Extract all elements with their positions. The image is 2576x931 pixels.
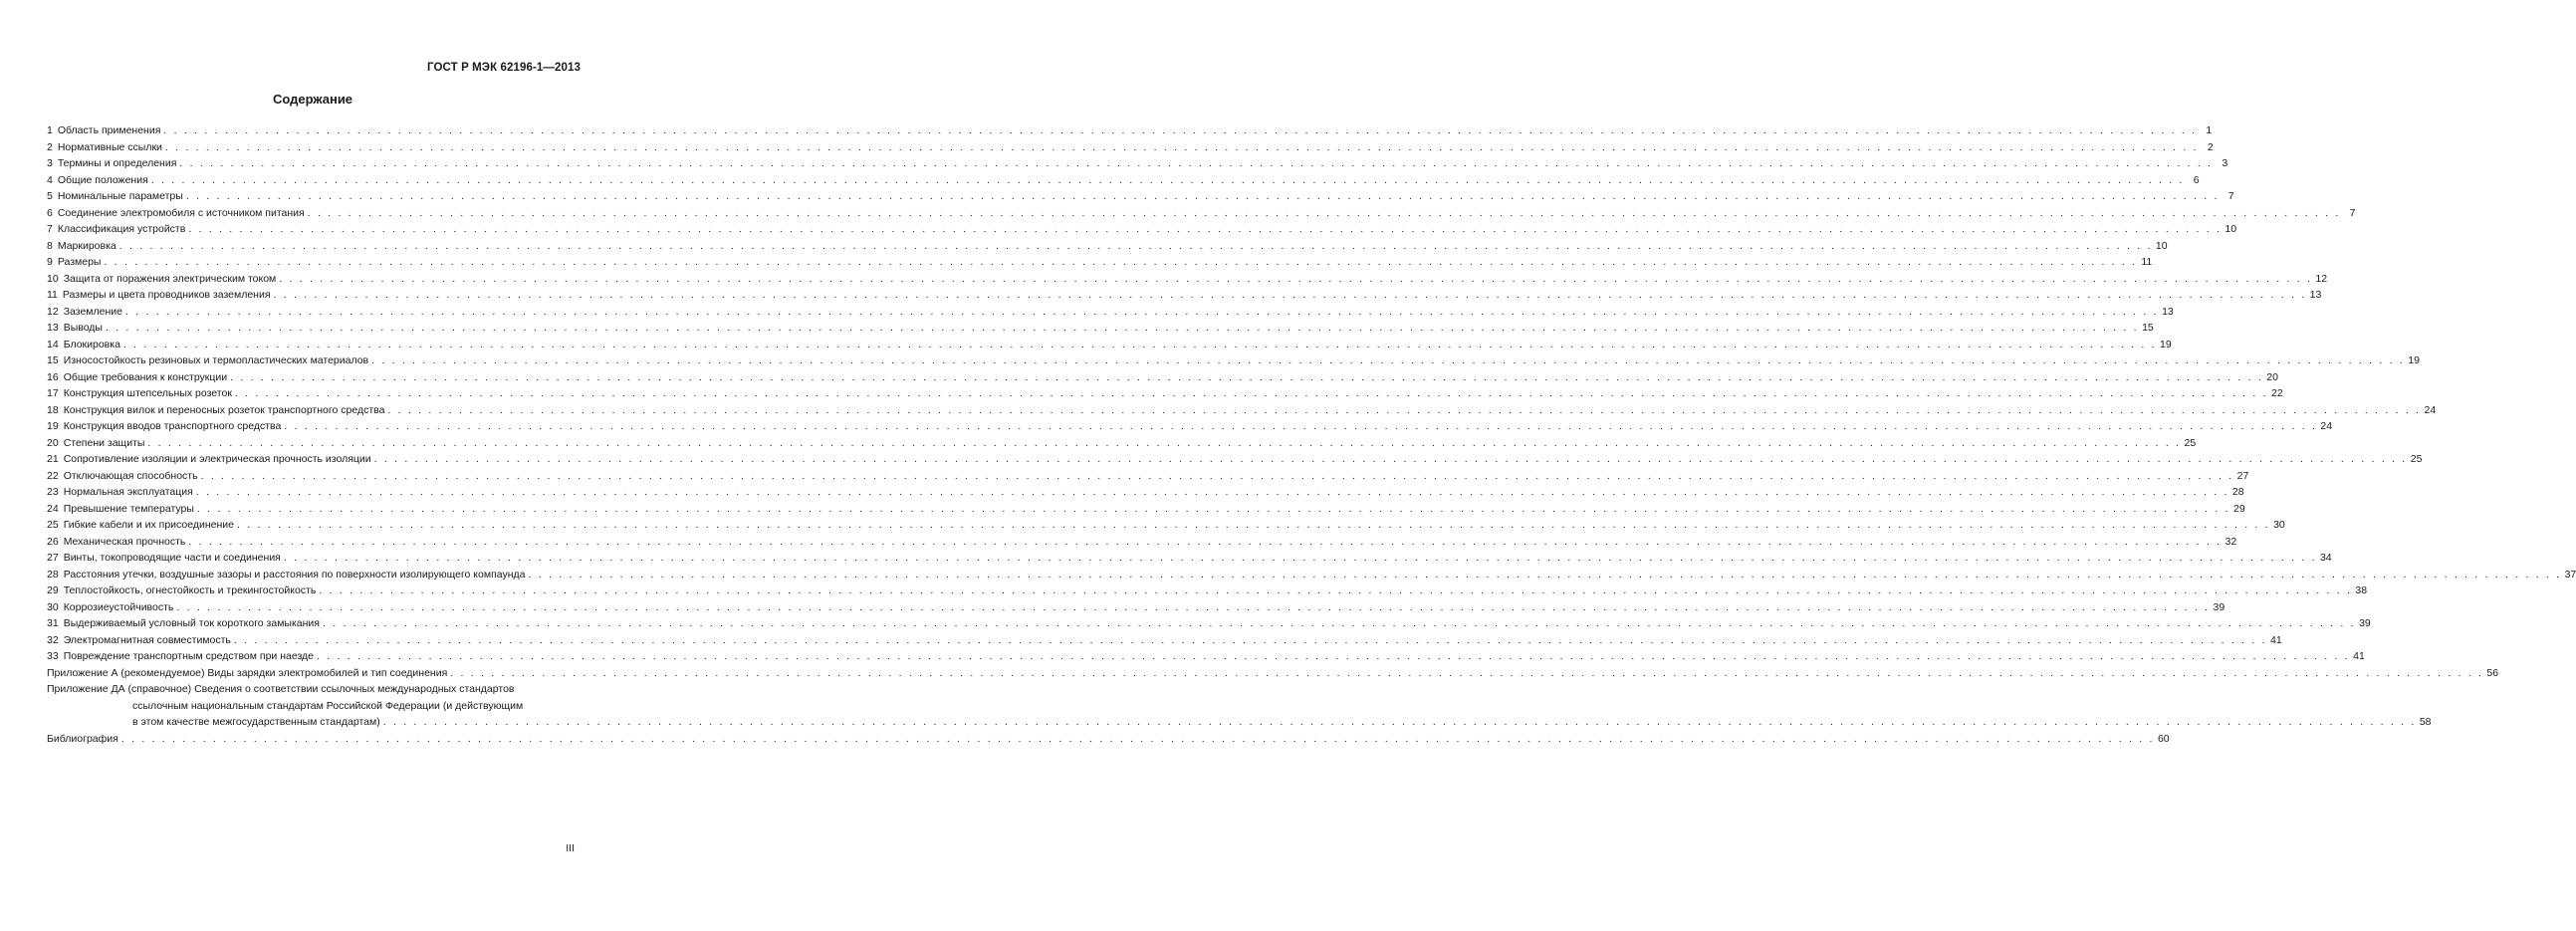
dot-leader: . . . . . . . . . . . . . . . . . . . . . . . . . . . . . . . . . . . . . . . . . . . . . . . . . . . . . . . . . . . . . . . . . . . . . . . . . . . . . . . . . . . . . . . . . . . . . . . . . . . . . . . . . . . . . . . . . . . . . . . . . . . . . . . . . . . . . . . . . . . . . . . . . . . . . . . . . . . . . . . . . . . . . . . . . . . . . . . . . . . . . . . . . . . . . . . . . . . . . . . . bbox=[150, 173, 2185, 186]
toc-entry-annex-da[interactable] bbox=[47, 681, 2432, 731]
toc-entry-page: 19 bbox=[2408, 354, 2420, 366]
toc-entry-number: 31 bbox=[47, 617, 59, 629]
toc-entry[interactable] bbox=[47, 304, 2174, 321]
dot-leader: . . . . . . . . . . . . . . . . . . . . . . . . . . . . . . . . . . . . . . . . . . . . . . . . . . . . . . . . . . . . . . . . . . . . . . . . . . . . . . . . . . . . . . . . . . . . . . . . . . . . . . . . . . . . . . . . . . . . . . . . . . . . . . . . . . . . . . . . . . . . . . . . . . . . . . . . . . . . . . . . . . . . . . . . . . . . . . . . . . . . . . . . . . . . . . . . . . . . . . . . bbox=[373, 453, 2408, 465]
toc-entry[interactable] bbox=[47, 172, 2200, 189]
toc-entry-number: 10 bbox=[47, 272, 59, 285]
toc-entry[interactable] bbox=[47, 205, 2356, 222]
toc-entry-number: 3 bbox=[47, 157, 53, 169]
toc-entry-title: Механическая прочность bbox=[63, 535, 186, 548]
toc-entry[interactable] bbox=[47, 582, 2368, 599]
toc-entry-number: 2 bbox=[47, 140, 53, 153]
toc-entry[interactable] bbox=[47, 451, 2423, 468]
toc-entry-number: 9 bbox=[47, 256, 53, 268]
toc-entry-page: 11 bbox=[2141, 256, 2153, 268]
toc-entry[interactable] bbox=[47, 287, 2322, 304]
dot-leader: . . . . . . . . . . . . . . . . . . . . . . . . . . . . . . . . . . . . . . . . . . . . . . . . . . . . . . . . . . . . . . . . . . . . . . . . . . . . . . . . . . . . . . . . . . . . . . . . . . . . . . . . . . . . . . . . . . . . . . . . . . . . . . . . . . . . . . . . . . . . . . . . . . . . . . . . . . . . . . . . . . . . . . . . . . . . . . . . . . . . . . . . . . . . . . . . . . . . . . . . bbox=[120, 732, 2155, 745]
toc-entry[interactable] bbox=[47, 567, 2576, 583]
toc-entry-title: Конструкция штепсельных розеток bbox=[63, 387, 232, 399]
toc-entry-number: 32 bbox=[47, 633, 59, 646]
toc-entry[interactable] bbox=[47, 517, 2285, 534]
dot-leader: . . . . . . . . . . . . . . . . . . . . . . . . . . . . . . . . . . . . . . . . . . . . . . . . . . . . . . . . . . . . . . . . . . . . . . . . . . . . . . . . . . . . . . . . . . . . . . . . . . . . . . . . . . . . . . . . . . . . . . . . . . . . . . . . . . . . . . . . . . . . . . . . . . . . . . . . . . . . . . . . . . . . . . . . . . . . . . . . . . . . . . . . . . . . . . . . . . . . . . . . bbox=[176, 600, 2211, 613]
toc-entry-page: 15 bbox=[2142, 322, 2154, 334]
toc-entry-title: Превышение температуры bbox=[63, 502, 194, 515]
toc-entry-title: в этом качестве межгосударственным стандартам) bbox=[132, 716, 380, 728]
toc-entry-number: 1 bbox=[47, 124, 53, 136]
toc-entry-page: 19 bbox=[2160, 338, 2172, 350]
toc-entry-number: 6 bbox=[47, 206, 53, 219]
toc-entry-number: 16 bbox=[47, 370, 59, 383]
dot-leader: . . . . . . . . . . . . . . . . . . . . . . . . . . . . . . . . . . . . . . . . . . . . . . . . . . . . . . . . . . . . . . . . . . . . . . . . . . . . . . . . . . . . . . . . . . . . . . . . . . . . . . . . . . . . . . . . . . . . . . . . . . . . . . . . . . . . . . . . . . . . . . . . . . . . . . . . . . . . . . . . . . . . . . . . . . . . . . . . . . . . . . . . . . . . . . . . . . . . . . . . bbox=[147, 436, 2182, 449]
toc-entry-title: Термины и определения bbox=[57, 157, 177, 169]
dot-leader: . . . . . . . . . . . . . . . . . . . . . . . . . . . . . . . . . . . . . . . . . . . . . . . . . . . . . . . . . . . . . . . . . . . . . . . . . . . . . . . . . . . . . . . . . . . . . . . . . . . . . . . . . . . . . . . . . . . . . . . . . . . . . . . . . . . . . . . . . . . . . . . . . . . . . . . . . . . . . . . . . . . . . . . . . . . . . . . . . . . . . . . . . . . . . . . . . . . . . . . . bbox=[200, 469, 2234, 482]
toc-entry-number: 17 bbox=[47, 387, 59, 399]
toc-entry[interactable] bbox=[47, 122, 2213, 139]
toc-entry-number: 23 bbox=[47, 486, 59, 498]
toc-entry-page: 7 bbox=[2349, 206, 2356, 219]
dot-leader: . . . . . . . . . . . . . . . . . . . . . . . . . . . . . . . . . . . . . . . . . . . . . . . . . . . . . . . . . . . . . . . . . . . . . . . . . . . . . . . . . . . . . . . . . . . . . . . . . . . . . . . . . . . . . . . . . . . . . . . . . . . . . . . . . . . . . . . . . . . . . . . . . . . . . . . . . . . . . . . . . . . . . . . . . . . . . . . . . . . . . . . . . . . . . . . . . . . . . . . . bbox=[104, 256, 2138, 268]
toc-entry-title: Маркировка bbox=[57, 239, 117, 252]
toc-entry-page: 24 bbox=[2424, 403, 2437, 416]
toc-entry[interactable] bbox=[47, 418, 2333, 435]
toc-entry[interactable] bbox=[47, 352, 2420, 369]
toc-entry[interactable] bbox=[47, 501, 2245, 518]
toc-entry-page: 24 bbox=[2320, 420, 2333, 432]
toc-entry[interactable] bbox=[47, 139, 2214, 156]
toc-entry-title: Размеры bbox=[57, 256, 102, 268]
toc-entry-number: 19 bbox=[47, 420, 59, 432]
dot-leader: . . . . . . . . . . . . . . . . . . . . . . . . . . . . . . . . . . . . . . . . . . . . . . . . . . . . . . . . . . . . . . . . . . . . . . . . . . . . . . . . . . . . . . . . . . . . . . . . . . . . . . . . . . . . . . . . . . . . . . . . . . . . . . . . . . . . . . . . . . . . . . . . . . . . . . . . . . . . . . . . . . . . . . . . . . . . . . . . . . . . . . . . . . . . . . . . . . . . . . . . bbox=[317, 650, 2350, 662]
toc-entry[interactable] bbox=[47, 731, 2170, 748]
toc-entry-page: 2 bbox=[2207, 140, 2214, 153]
toc-entry[interactable] bbox=[47, 714, 2432, 731]
toc-entry-title: Приложение А (рекомендуемое) Виды зарядки электромобилей и тип соединения bbox=[47, 666, 448, 679]
toc-entry-title: Область применения bbox=[57, 124, 161, 136]
dot-leader: . . . . . . . . . . . . . . . . . . . . . . . . . . . . . . . . . . . . . . . . . . . . . . . . . . . . . . . . . . . . . . . . . . . . . . . . . . . . . . . . . . . . . . . . . . . . . . . . . . . . . . . . . . . . . . . . . . . . . . . . . . . . . . . . . . . . . . . . . . . . . . . . . . . . . . . . . . . . . . . . . . . . . . . . . . . . . . . . . . . . . . . . . . . . . . . . . . . . . . . . bbox=[279, 272, 2313, 285]
toc-entry-page: 39 bbox=[2359, 617, 2371, 629]
toc-entry[interactable] bbox=[47, 550, 2332, 567]
toc-entry[interactable] bbox=[47, 254, 2153, 271]
dot-leader: . . . . . . . . . . . . . . . . . . . . . . . . . . . . . . . . . . . . . . . . . . . . . . . . . . . . . . . . . . . . . . . . . . . . . . . . . . . . . . . . . . . . . . . . . . . . . . . . . . . . . . . . . . . . . . . . . . . . . . . . . . . . . . . . . . . . . . . . . . . . . . . . . . . . . . . . . . . . . . . . . . . . . . . . . . . . . . . . . . . . . . . . . . . . . . . . . . . . . . . . bbox=[195, 486, 2229, 498]
dot-leader: . . . . . . . . . . . . . . . . . . . . . . . . . . . . . . . . . . . . . . . . . . . . . . . . . . . . . . . . . . . . . . . . . . . . . . . . . . . . . . . . . . . . . . . . . . . . . . . . . . . . . . . . . . . . . . . . . . . . . . . . . . . . . . . . . . . . . . . . . . . . . . . . . . . . . . . . . . . . . . . . . . . . . . . . . . . . . . . . . . . . . . . . . . . . . . . . . . . . . . . . bbox=[528, 568, 2562, 581]
toc-entry-title: Общие требования к конструкции bbox=[63, 370, 228, 383]
toc-entry-page: 7 bbox=[2227, 190, 2234, 202]
toc-entry[interactable] bbox=[47, 534, 2237, 551]
document-code: ГОСТ Р МЭК 62196-1—2013 bbox=[427, 62, 581, 74]
dot-leader: . . . . . . . . . . . . . . . . . . . . . . . . . . . . . . . . . . . . . . . . . . . . . . . . . . . . . . . . . . . . . . . . . . . . . . . . . . . . . . . . . . . . . . . . . . . . . . . . . . . . . . . . . . . . . . . . . . . . . . . . . . . . . . . . . . . . . . . . . . . . . . . . . . . . . . . . . . . . . . . . . . . . . . . . . . . . . . . . . . . . . . . . . . . . . . . . . . . . . . . . bbox=[163, 124, 2198, 136]
toc-entry-page: 13 bbox=[2162, 305, 2174, 318]
dot-leader: . . . . . . . . . . . . . . . . . . . . . . . . . . . . . . . . . . . . . . . . . . . . . . . . . . . . . . . . . . . . . . . . . . . . . . . . . . . . . . . . . . . . . . . . . . . . . . . . . . . . . . . . . . . . . . . . . . . . . . . . . . . . . . . . . . . . . . . . . . . . . . . . . . . . . . . . . . . . . . . . . . . . . . . . . . . . . . . . . . . . . . . . . . . . . . . . . . . . . . . . bbox=[284, 420, 2318, 432]
toc-entry-number: 24 bbox=[47, 502, 59, 515]
dot-leader: . . . . . . . . . . . . . . . . . . . . . . . . . . . . . . . . . . . . . . . . . . . . . . . . . . . . . . . . . . . . . . . . . . . . . . . . . . . . . . . . . . . . . . . . . . . . . . . . . . . . . . . . . . . . . . . . . . . . . . . . . . . . . . . . . . . . . . . . . . . . . . . . . . . . . . . . . . . . . . . . . . . . . . . . . . . . . . . . . . . . . . . . . . . . . . . . . . . . . . . . bbox=[273, 289, 2307, 301]
toc-entry-title: Конструкция вилок и переносных розеток транспортного средства bbox=[63, 403, 385, 416]
toc-entry-page: 29 bbox=[2233, 502, 2245, 515]
table-of-contents bbox=[47, 122, 2576, 747]
dot-leader: . . . . . . . . . . . . . . . . . . . . . . . . . . . . . . . . . . . . . . . . . . . . . . . . . . . . . . . . . . . . . . . . . . . . . . . . . . . . . . . . . . . . . . . . . . . . . . . . . . . . . . . . . . . . . . . . . . . . . . . . . . . . . . . . . . . . . . . . . . . . . . . . . . . . . . . . . . . . . . . . . . . . . . . . . . . . . . . . . . . . . . . . . . . . . . . . . . . . . . . . bbox=[382, 716, 2417, 728]
toc-entry-number: 26 bbox=[47, 535, 59, 548]
toc-entry[interactable] bbox=[47, 221, 2237, 238]
toc-entry-title: Нормативные ссылки bbox=[57, 140, 162, 153]
toc-entry[interactable] bbox=[47, 385, 2283, 402]
toc-entry-title: Гибкие кабели и их присоединение bbox=[63, 519, 234, 531]
toc-entry[interactable] bbox=[47, 599, 2225, 616]
toc-entry[interactable] bbox=[47, 648, 2365, 665]
toc-entry-number: 22 bbox=[47, 469, 59, 482]
toc-entry[interactable] bbox=[47, 271, 2328, 288]
toc-entry-page: 38 bbox=[2355, 584, 2368, 596]
toc-entry-title: Отключающая способность bbox=[63, 469, 198, 482]
toc-entry-number: 21 bbox=[47, 453, 59, 465]
toc-entry-title: Выдерживаемый условный ток короткого замыкания bbox=[63, 617, 320, 629]
toc-entry-title: Защита от поражения электрическим током bbox=[63, 272, 277, 285]
dot-leader: . . . . . . . . . . . . . . . . . . . . . . . . . . . . . . . . . . . . . . . . . . . . . . . . . . . . . . . . . . . . . . . . . . . . . . . . . . . . . . . . . . . . . . . . . . . . . . . . . . . . . . . . . . . . . . . . . . . . . . . . . . . . . . . . . . . . . . . . . . . . . . . . . . . . . . . . . . . . . . . . . . . . . . . . . . . . . . . . . . . . . . . . . . . . . . . . . . . . . . . . bbox=[237, 519, 2270, 531]
toc-entry-title: Электромагнитная совместимость bbox=[63, 633, 231, 646]
toc-entry[interactable] bbox=[47, 615, 2371, 632]
toc-entry-number: 14 bbox=[47, 338, 59, 350]
toc-entry-number: 28 bbox=[47, 568, 59, 581]
toc-entry-number: 18 bbox=[47, 403, 59, 416]
toc-entry-page: 12 bbox=[2315, 272, 2328, 285]
toc-entry-page: 41 bbox=[2353, 650, 2365, 662]
dot-leader: . . . . . . . . . . . . . . . . . . . . . . . . . . . . . . . . . . . . . . . . . . . . . . . . . . . . . . . . . . . . . . . . . . . . . . . . . . . . . . . . . . . . . . . . . . . . . . . . . . . . . . . . . . . . . . . . . . . . . . . . . . . . . . . . . . . . . . . . . . . . . . . . . . . . . . . . . . . . . . . . . . . . . . . . . . . . . . . . . . . . . . . . . . . . . . . . . . . . . . . . bbox=[307, 206, 2341, 219]
toc-entry-title: Классификация устройств bbox=[57, 223, 186, 235]
toc-entry-page: 60 bbox=[2157, 732, 2170, 745]
toc-entry-number: 27 bbox=[47, 552, 59, 564]
toc-entry-title: Номинальные параметры bbox=[57, 190, 183, 202]
toc-entry-title: Расстояния утечки, воздушные зазоры и расстояния по поверхности изолирующего компаунда bbox=[63, 568, 526, 581]
toc-entry-title: Конструкция вводов транспортного средства bbox=[63, 420, 282, 432]
toc-entry-number: 29 bbox=[47, 584, 59, 596]
toc-entry-page: 41 bbox=[2270, 633, 2282, 646]
dot-leader: . . . . . . . . . . . . . . . . . . . . . . . . . . . . . . . . . . . . . . . . . . . . . . . . . . . . . . . . . . . . . . . . . . . . . . . . . . . . . . . . . . . . . . . . . . . . . . . . . . . . . . . . . . . . . . . . . . . . . . . . . . . . . . . . . . . . . . . . . . . . . . . . . . . . . . . . . . . . . . . . . . . . . . . . . . . . . . . . . . . . . . . . . . . . . . . . . . . . . . . . bbox=[319, 584, 2353, 596]
toc-entry-number: 15 bbox=[47, 354, 59, 366]
toc-entry[interactable] bbox=[47, 369, 2278, 386]
dot-leader: . . . . . . . . . . . . . . . . . . . . . . . . . . . . . . . . . . . . . . . . . . . . . . . . . . . . . . . . . . . . . . . . . . . . . . . . . . . . . . . . . . . . . . . . . . . . . . . . . . . . . . . . . . . . . . . . . . . . . . . . . . . . . . . . . . . . . . . . . . . . . . . . . . . . . . . . . . . . . . . . . . . . . . . . . . . . . . . . . . . . . . . . . . . . . . . . . . . . . . . . bbox=[185, 190, 2220, 202]
toc-entry[interactable] bbox=[47, 320, 2154, 337]
toc-entry-page: 37 bbox=[2564, 568, 2576, 581]
dot-leader: . . . . . . . . . . . . . . . . . . . . . . . . . . . . . . . . . . . . . . . . . . . . . . . . . . . . . . . . . . . . . . . . . . . . . . . . . . . . . . . . . . . . . . . . . . . . . . . . . . . . . . . . . . . . . . . . . . . . . . . . . . . . . . . . . . . . . . . . . . . . . . . . . . . . . . . . . . . . . . . . . . . . . . . . . . . . . . . . . . . . . . . . . . . . . . . . . . . . . . . . bbox=[450, 666, 2484, 679]
toc-entry[interactable] bbox=[47, 632, 2282, 649]
dot-leader: . . . . . . . . . . . . . . . . . . . . . . . . . . . . . . . . . . . . . . . . . . . . . . . . . . . . . . . . . . . . . . . . . . . . . . . . . . . . . . . . . . . . . . . . . . . . . . . . . . . . . . . . . . . . . . . . . . . . . . . . . . . . . . . . . . . . . . . . . . . . . . . . . . . . . . . . . . . . . . . . . . . . . . . . . . . . . . . . . . . . . . . . . . . . . . . . . . . . . . . . bbox=[122, 338, 2157, 350]
toc-entry[interactable] bbox=[47, 238, 2168, 255]
toc-entry-page: 28 bbox=[2231, 486, 2244, 498]
toc-entry-title: Выводы bbox=[63, 322, 103, 334]
dot-leader: . . . . . . . . . . . . . . . . . . . . . . . . . . . . . . . . . . . . . . . . . . . . . . . . . . . . . . . . . . . . . . . . . . . . . . . . . . . . . . . . . . . . . . . . . . . . . . . . . . . . . . . . . . . . . . . . . . . . . . . . . . . . . . . . . . . . . . . . . . . . . . . . . . . . . . . . . . . . . . . . . . . . . . . . . . . . . . . . . . . . . . . . . . . . . . . . . . . . . . . . bbox=[105, 322, 2139, 334]
toc-entry-title: Общие положения bbox=[57, 173, 148, 186]
toc-entry-number: 20 bbox=[47, 436, 59, 449]
dot-leader: . . . . . . . . . . . . . . . . . . . . . . . . . . . . . . . . . . . . . . . . . . . . . . . . . . . . . . . . . . . . . . . . . . . . . . . . . . . . . . . . . . . . . . . . . . . . . . . . . . . . . . . . . . . . . . . . . . . . . . . . . . . . . . . . . . . . . . . . . . . . . . . . . . . . . . . . . . . . . . . . . . . . . . . . . . . . . . . . . . . . . . . . . . . . . . . . . . . . . . . . bbox=[234, 387, 2268, 399]
dot-leader: . . . . . . . . . . . . . . . . . . . . . . . . . . . . . . . . . . . . . . . . . . . . . . . . . . . . . . . . . . . . . . . . . . . . . . . . . . . . . . . . . . . . . . . . . . . . . . . . . . . . . . . . . . . . . . . . . . . . . . . . . . . . . . . . . . . . . . . . . . . . . . . . . . . . . . . . . . . . . . . . . . . . . . . . . . . . . . . . . . . . . . . . . . . . . . . . . . . . . . . . bbox=[118, 239, 2153, 252]
toc-entry-title: Износостойкость резиновых и термопластических материалов bbox=[63, 354, 369, 366]
toc-entry-page: 10 bbox=[2225, 223, 2237, 235]
toc-entry-page: 56 bbox=[2486, 666, 2499, 679]
toc-entry-title: Заземление bbox=[63, 305, 122, 318]
toc-entry-title: Библиография bbox=[47, 732, 118, 745]
toc-title: Содержание bbox=[272, 92, 353, 107]
toc-entry-page: 27 bbox=[2236, 469, 2249, 482]
toc-entry-number: 4 bbox=[47, 173, 53, 186]
dot-leader: . . . . . . . . . . . . . . . . . . . . . . . . . . . . . . . . . . . . . . . . . . . . . . . . . . . . . . . . . . . . . . . . . . . . . . . . . . . . . . . . . . . . . . . . . . . . . . . . . . . . . . . . . . . . . . . . . . . . . . . . . . . . . . . . . . . . . . . . . . . . . . . . . . . . . . . . . . . . . . . . . . . . . . . . . . . . . . . . . . . . . . . . . . . . . . . . . . . . . . . . bbox=[387, 403, 2422, 416]
toc-entry-title: Блокировка bbox=[63, 338, 120, 350]
toc-entry-page: 10 bbox=[2155, 239, 2168, 252]
toc-entry-number: 13 bbox=[47, 322, 59, 334]
toc-entry-title: Сопротивление изоляции и электрическая прочность изоляции bbox=[63, 453, 371, 465]
dot-leader: . . . . . . . . . . . . . . . . . . . . . . . . . . . . . . . . . . . . . . . . . . . . . . . . . . . . . . . . . . . . . . . . . . . . . . . . . . . . . . . . . . . . . . . . . . . . . . . . . . . . . . . . . . . . . . . . . . . . . . . . . . . . . . . . . . . . . . . . . . . . . . . . . . . . . . . . . . . . . . . . . . . . . . . . . . . . . . . . . . . . . . . . . . . . . . . . . . . . . . . . bbox=[233, 633, 2267, 646]
toc-entry-number: 33 bbox=[47, 650, 59, 662]
dot-leader: . . . . . . . . . . . . . . . . . . . . . . . . . . . . . . . . . . . . . . . . . . . . . . . . . . . . . . . . . . . . . . . . . . . . . . . . . . . . . . . . . . . . . . . . . . . . . . . . . . . . . . . . . . . . . . . . . . . . . . . . . . . . . . . . . . . . . . . . . . . . . . . . . . . . . . . . . . . . . . . . . . . . . . . . . . . . . . . . . . . . . . . . . . . . . . . . . . . . . . . . bbox=[196, 502, 2230, 515]
toc-entry-page: 13 bbox=[2309, 289, 2322, 301]
dot-leader: . . . . . . . . . . . . . . . . . . . . . . . . . . . . . . . . . . . . . . . . . . . . . . . . . . . . . . . . . . . . . . . . . . . . . . . . . . . . . . . . . . . . . . . . . . . . . . . . . . . . . . . . . . . . . . . . . . . . . . . . . . . . . . . . . . . . . . . . . . . . . . . . . . . . . . . . . . . . . . . . . . . . . . . . . . . . . . . . . . . . . . . . . . . . . . . . . . . . . . . . bbox=[188, 535, 2223, 548]
toc-entry-page: 25 bbox=[2410, 453, 2423, 465]
toc-entry-number: 7 bbox=[47, 223, 53, 235]
toc-entry-page: 3 bbox=[2222, 157, 2228, 169]
toc-entry-number: 5 bbox=[47, 190, 53, 202]
toc-entry-page: 1 bbox=[2206, 124, 2213, 136]
toc-entry[interactable] bbox=[47, 155, 2228, 172]
toc-entry[interactable] bbox=[47, 402, 2437, 419]
toc-entry-number: 12 bbox=[47, 305, 59, 318]
dot-leader: . . . . . . . . . . . . . . . . . . . . . . . . . . . . . . . . . . . . . . . . . . . . . . . . . . . . . . . . . . . . . . . . . . . . . . . . . . . . . . . . . . . . . . . . . . . . . . . . . . . . . . . . . . . . . . . . . . . . . . . . . . . . . . . . . . . . . . . . . . . . . . . . . . . . . . . . . . . . . . . . . . . . . . . . . . . . . . . . . . . . . . . . . . . . . . . . . . . . . . . . bbox=[322, 617, 2356, 629]
annex-da-line-2: ссылочным национальным стандартам Российской Федерации (и действующим bbox=[132, 699, 524, 712]
toc-entry-title: Нормальная эксплуатация bbox=[63, 486, 193, 498]
toc-entry-number: 8 bbox=[47, 239, 53, 252]
toc-entry-title: Винты, токопроводящие части и соединения bbox=[63, 552, 281, 564]
toc-entry-page: 6 bbox=[2193, 173, 2200, 186]
toc-entry-title: Степени защиты bbox=[63, 436, 145, 449]
dot-leader: . . . . . . . . . . . . . . . . . . . . . . . . . . . . . . . . . . . . . . . . . . . . . . . . . . . . . . . . . . . . . . . . . . . . . . . . . . . . . . . . . . . . . . . . . . . . . . . . . . . . . . . . . . . . . . . . . . . . . . . . . . . . . . . . . . . . . . . . . . . . . . . . . . . . . . . . . . . . . . . . . . . . . . . . . . . . . . . . . . . . . . . . . . . . . . . . . . . . . . . . bbox=[179, 157, 2214, 169]
toc-entry-title: Повреждение транспортным средством при наезде bbox=[63, 650, 315, 662]
toc-entry-page: 32 bbox=[2225, 535, 2237, 548]
toc-entry-page: 20 bbox=[2266, 370, 2278, 383]
toc-entry-title: Соединение электромобиля с источником питания bbox=[57, 206, 305, 219]
dot-leader: . . . . . . . . . . . . . . . . . . . . . . . . . . . . . . . . . . . . . . . . . . . . . . . . . . . . . . . . . . . . . . . . . . . . . . . . . . . . . . . . . . . . . . . . . . . . . . . . . . . . . . . . . . . . . . . . . . . . . . . . . . . . . . . . . . . . . . . . . . . . . . . . . . . . . . . . . . . . . . . . . . . . . . . . . . . . . . . . . . . . . . . . . . . . . . . . . . . . . . . . bbox=[124, 305, 2159, 318]
toc-entry-title: Размеры и цвета проводников заземления bbox=[62, 289, 271, 301]
toc-entry-number: 25 bbox=[47, 519, 59, 531]
toc-entry[interactable] bbox=[47, 665, 2499, 682]
toc-entry-page: 34 bbox=[2319, 552, 2332, 564]
dot-leader: . . . . . . . . . . . . . . . . . . . . . . . . . . . . . . . . . . . . . . . . . . . . . . . . . . . . . . . . . . . . . . . . . . . . . . . . . . . . . . . . . . . . . . . . . . . . . . . . . . . . . . . . . . . . . . . . . . . . . . . . . . . . . . . . . . . . . . . . . . . . . . . . . . . . . . . . . . . . . . . . . . . . . . . . . . . . . . . . . . . . . . . . . . . . . . . . . . . . . . . . bbox=[371, 354, 2405, 366]
toc-entry[interactable] bbox=[47, 468, 2249, 485]
toc-entry-page: 39 bbox=[2213, 600, 2225, 613]
toc-entry[interactable] bbox=[47, 188, 2234, 205]
toc-entry-page: 58 bbox=[2419, 716, 2432, 728]
toc-entry[interactable] bbox=[47, 435, 2197, 452]
toc-entry-number: 30 bbox=[47, 600, 59, 613]
toc-entry-number: 11 bbox=[47, 289, 58, 301]
dot-leader: . . . . . . . . . . . . . . . . . . . . . . . . . . . . . . . . . . . . . . . . . . . . . . . . . . . . . . . . . . . . . . . . . . . . . . . . . . . . . . . . . . . . . . . . . . . . . . . . . . . . . . . . . . . . . . . . . . . . . . . . . . . . . . . . . . . . . . . . . . . . . . . . . . . . . . . . . . . . . . . . . . . . . . . . . . . . . . . . . . . . . . . . . . . . . . . . . . . . . . . . bbox=[188, 223, 2223, 235]
toc-entry-page: 22 bbox=[2271, 387, 2283, 399]
page-number: III bbox=[566, 842, 575, 854]
toc-entry-title: Коррозиеустойчивость bbox=[63, 600, 174, 613]
toc-entry-page: 25 bbox=[2184, 436, 2197, 449]
dot-leader: . . . . . . . . . . . . . . . . . . . . . . . . . . . . . . . . . . . . . . . . . . . . . . . . . . . . . . . . . . . . . . . . . . . . . . . . . . . . . . . . . . . . . . . . . . . . . . . . . . . . . . . . . . . . . . . . . . . . . . . . . . . . . . . . . . . . . . . . . . . . . . . . . . . . . . . . . . . . . . . . . . . . . . . . . . . . . . . . . . . . . . . . . . . . . . . . . . . . . . . . bbox=[283, 552, 2317, 564]
toc-entry-title: Теплостойкость, огнестойкость и трекингостойкость bbox=[63, 584, 317, 596]
dot-leader: . . . . . . . . . . . . . . . . . . . . . . . . . . . . . . . . . . . . . . . . . . . . . . . . . . . . . . . . . . . . . . . . . . . . . . . . . . . . . . . . . . . . . . . . . . . . . . . . . . . . . . . . . . . . . . . . . . . . . . . . . . . . . . . . . . . . . . . . . . . . . . . . . . . . . . . . . . . . . . . . . . . . . . . . . . . . . . . . . . . . . . . . . . . . . . . . . . . . . . . . bbox=[230, 370, 2263, 383]
toc-entry[interactable] bbox=[47, 337, 2172, 353]
dot-leader: . . . . . . . . . . . . . . . . . . . . . . . . . . . . . . . . . . . . . . . . . . . . . . . . . . . . . . . . . . . . . . . . . . . . . . . . . . . . . . . . . . . . . . . . . . . . . . . . . . . . . . . . . . . . . . . . . . . . . . . . . . . . . . . . . . . . . . . . . . . . . . . . . . . . . . . . . . . . . . . . . . . . . . . . . . . . . . . . . . . . . . . . . . . . . . . . . . . . . . . . bbox=[164, 140, 2199, 153]
annex-da-line-1: Приложение ДА (справочное) Сведения о соответствии ссылочных международных стандартов bbox=[47, 683, 515, 695]
toc-entry[interactable] bbox=[47, 484, 2244, 501]
toc-entry-page: 30 bbox=[2273, 519, 2285, 531]
